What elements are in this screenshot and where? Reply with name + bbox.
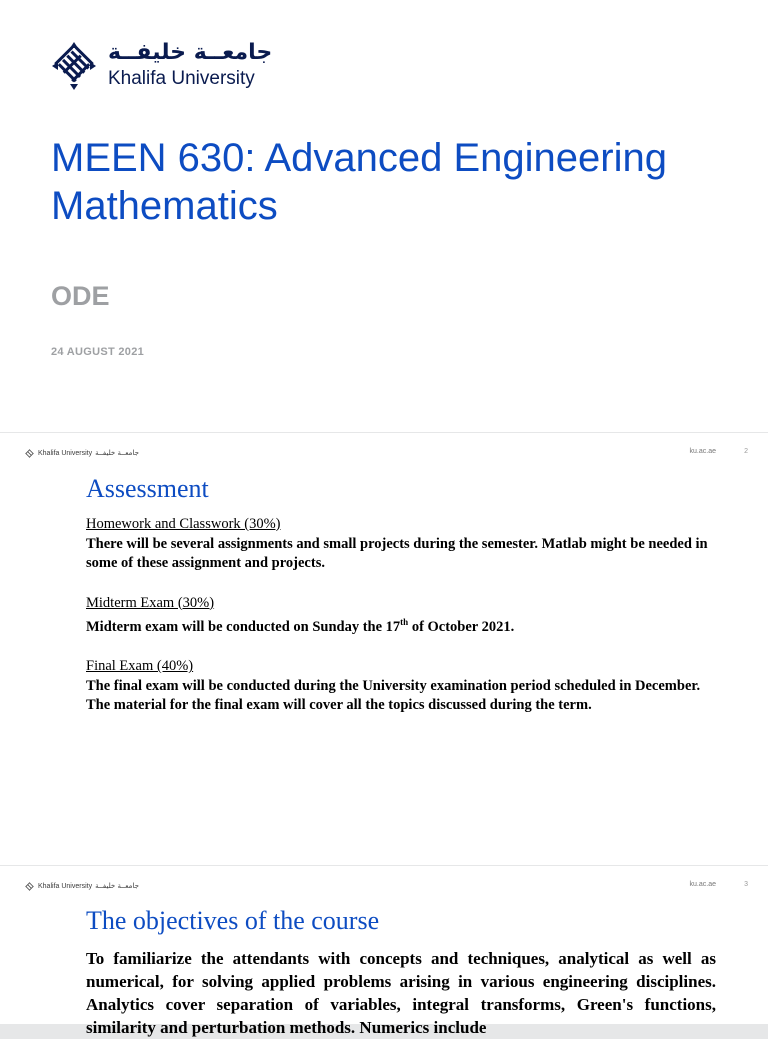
header-logo-english: Khalifa University xyxy=(38,882,93,890)
midterm-text-end: of October 2021. xyxy=(408,618,515,635)
assessment-description: There will be several assignments and small projects during the semester. Matlab might be needed in some of these assignment and projects. xyxy=(86,535,708,571)
page-number: 2 xyxy=(744,448,748,455)
site-url: ku.ac.ae xyxy=(689,881,716,888)
slide-header xyxy=(0,866,768,906)
khalifa-emblem-icon xyxy=(24,881,35,892)
logo-english-text: Khalifa University xyxy=(108,68,255,89)
assessment-description: The final exam will be conducted during the University examination period scheduled in December. The material for the final exam will cover all the topics discussed during the term. xyxy=(86,677,701,714)
khalifa-university-logo xyxy=(50,40,290,92)
ordinal-suffix: th xyxy=(400,617,409,627)
logo-arabic-text: جامعــة خليفــة xyxy=(108,40,273,65)
assessment-item-midterm xyxy=(86,594,716,638)
midterm-text-start: Midterm exam will be conducted on Sunday the 17 xyxy=(86,618,401,635)
site-url: ku.ac.ae xyxy=(689,448,716,455)
slide-subtitle: ODE xyxy=(51,281,110,311)
slide-date: 24 AUGUST 2021 xyxy=(51,346,145,358)
slide-header xyxy=(0,433,768,473)
assessment-heading: Homework and Classwork (30%) xyxy=(86,516,281,532)
header-logo-arabic: جامعــة خليفــة xyxy=(95,882,139,890)
header-logo xyxy=(24,447,139,459)
objectives-paragraph: To familiarize the attendants with concepts and techniques, analytical as well as numerical, for solving applied problems arising in various engineering disciplines. Analytics cover separation of variables, integral transforms, Green's functions, similarity and perturbation methods. Numerics include xyxy=(86,949,716,1037)
assessment-slide xyxy=(0,433,768,865)
assessment-item-final xyxy=(86,657,716,716)
header-logo-arabic: جامعــة خليفــة xyxy=(95,449,139,457)
objectives-slide xyxy=(0,866,768,1037)
assessment-item-homework xyxy=(86,515,716,574)
header-logo-english: Khalifa University xyxy=(38,449,93,457)
khalifa-emblem-icon xyxy=(24,448,35,459)
khalifa-emblem-icon xyxy=(50,40,98,92)
section-title: The objectives of the course xyxy=(86,906,380,935)
assessment-description xyxy=(86,613,716,637)
page-number: 3 xyxy=(744,881,748,888)
course-title: MEEN 630: Advanced Engineering Mathematics xyxy=(51,136,667,228)
header-logo xyxy=(24,880,139,892)
assessment-heading: Midterm Exam (30%) xyxy=(86,594,215,611)
assessment-heading: Final Exam (40%) xyxy=(86,658,194,675)
section-title: Assessment xyxy=(86,474,209,503)
assessment-list xyxy=(86,515,716,736)
title-slide xyxy=(0,0,768,432)
